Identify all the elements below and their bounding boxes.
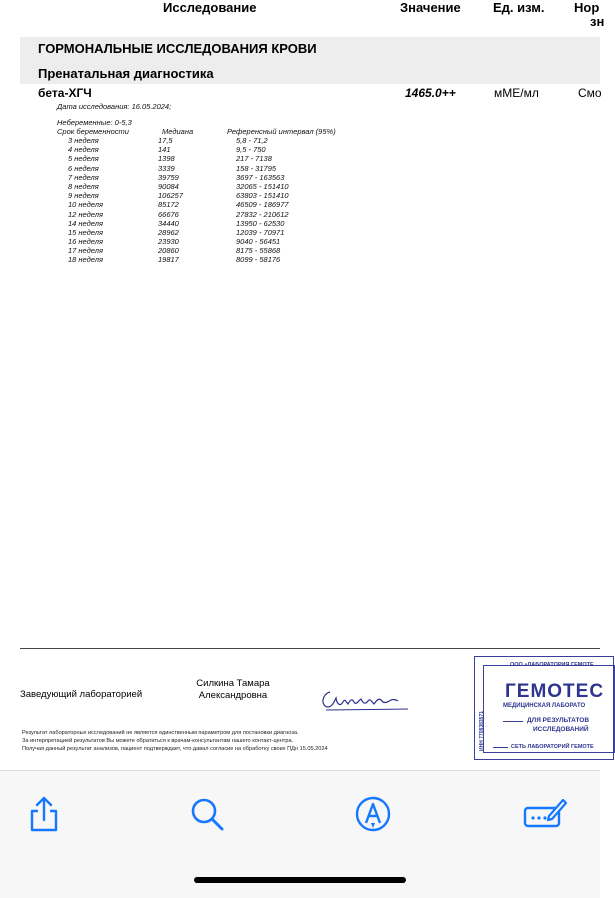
stamp-for-results-2: ИССЛЕДОВАНИЙ — [533, 726, 589, 733]
stamp-dash — [503, 721, 523, 722]
stamp-dash-bottom — [493, 747, 508, 748]
reference-interval: 8099 - 58176 — [236, 255, 281, 265]
column-header-unit: Ед. изм. — [493, 0, 545, 15]
table-header-reference: Референсный интервал (95%) — [227, 127, 336, 136]
reference-interval: 5,8 - 71,2 — [236, 136, 268, 145]
median-value: 90084 — [158, 181, 179, 191]
week-label: 3 неделя — [68, 136, 99, 145]
stamp-for-results: ДЛЯ РЕЗУЛЬТАТОВ — [527, 717, 590, 724]
reference-interval: 32065 - 151410 — [236, 181, 289, 191]
study-date: Дата исследования: 16.05.2024; — [57, 102, 172, 111]
test-value: 1465.0++ — [405, 86, 456, 100]
week-label: 17 неделя — [68, 246, 103, 256]
week-label: 10 неделя — [68, 200, 103, 210]
median-value: 3339 — [158, 163, 175, 173]
head-of-lab-label: Заведующий лабораторией — [20, 689, 143, 700]
column-header-norm-line2: зн — [590, 14, 605, 29]
column-header-norm: Нор — [574, 0, 600, 15]
disclaimer-line: За интерпретацией результатов Вы можете обратиться к врачам-консультантам нашего контакт-центра. — [22, 738, 294, 744]
reference-interval: 158 - 31795 — [236, 163, 277, 173]
table-header-term: Срок беременности — [57, 127, 129, 136]
stamp-brand: ГЕМОТЕС — [505, 681, 605, 702]
median-value: 141 — [158, 145, 171, 155]
week-label: 16 неделя — [68, 237, 103, 247]
share-icon[interactable] — [22, 792, 66, 836]
table-header-median: Медиана — [162, 127, 194, 136]
test-unit: мМЕ/мл — [494, 86, 539, 100]
median-value: 85172 — [158, 200, 179, 210]
reference-interval: 3697 - 163563 — [236, 172, 285, 182]
footer-divider — [20, 648, 600, 649]
reference-interval: 46509 - 186977 — [236, 200, 289, 210]
signature-image — [318, 680, 410, 714]
reference-interval: 12039 - 70971 — [236, 227, 285, 237]
stamp-inner-border — [483, 665, 615, 753]
section-title: ГОРМОНАЛЬНЫЕ ИССЛЕДОВАНИЯ КРОВИ — [38, 41, 317, 56]
week-label: 8 неделя — [68, 181, 99, 191]
week-label: 4 неделя — [68, 145, 99, 155]
column-header-study: Исследование — [163, 0, 257, 15]
median-value: 20860 — [158, 246, 179, 256]
home-indicator[interactable] — [194, 877, 406, 883]
week-label: 18 неделя — [68, 255, 103, 265]
section-subtitle: Пренатальная диагностика — [38, 66, 214, 81]
reference-interval: 9,5 - 750 — [236, 145, 266, 155]
signer-name: Силкина Тамара Александровна — [196, 678, 270, 701]
week-label: 12 неделя — [68, 209, 103, 219]
reference-interval: 9040 - 56451 — [236, 237, 281, 247]
week-label: 5 неделя — [68, 154, 99, 164]
disclaimer-line: Получая данный результат анализов, пациент подтверждает, что давал согласие на обработку своих ПДн 15.05.2024 — [22, 746, 328, 752]
test-reference: Смо — [578, 86, 602, 100]
search-icon[interactable] — [185, 792, 229, 836]
signature-icon[interactable] — [523, 792, 567, 836]
median-value: 23930 — [158, 237, 179, 247]
stamp-company: ООО «ЛАБОРАТОРИЯ ГЕМОТЕ — [510, 662, 594, 668]
column-header-value: Значение — [400, 0, 461, 15]
reference-interval: 217 - 7138 — [236, 154, 272, 164]
median-value: 39759 — [158, 172, 179, 182]
median-value: 106257 — [158, 191, 184, 201]
median-value: 1398 — [158, 154, 175, 164]
non-pregnant-reference: Небеременные: 0-5,3 — [57, 118, 132, 127]
median-value: 28962 — [158, 227, 179, 237]
markup-icon[interactable] — [351, 792, 395, 836]
lab-stamp — [474, 656, 614, 760]
week-label: 9 неделя — [68, 191, 99, 201]
median-value: 34440 — [158, 218, 179, 228]
reference-interval: 63803 - 151410 — [236, 191, 289, 201]
reference-interval: 27832 - 210612 — [236, 209, 289, 219]
week-label: 7 неделя — [68, 172, 99, 182]
reference-interval: 8175 - 55868 — [236, 246, 281, 256]
reference-interval: 13950 - 62530 — [236, 218, 285, 228]
stamp-inn: ИНН 7708383571 — [479, 710, 485, 751]
stamp-network: СЕТЬ ЛАБОРАТОРИЙ ГЕМОТЕ — [511, 744, 594, 750]
stamp-subtitle: МЕДИЦИНСКАЯ ЛАБОРАТО — [503, 703, 586, 709]
disclaimer-line: Результат лабораторных исследований не является единственным параметром для постановки диагноза. — [22, 730, 299, 736]
median-value: 17,5 — [158, 136, 173, 145]
median-value: 66676 — [158, 209, 179, 219]
week-label: 14 неделя — [68, 218, 103, 228]
week-label: 15 неделя — [68, 227, 103, 237]
week-label: 6 неделя — [68, 163, 99, 173]
test-name: бета-ХГЧ — [38, 86, 92, 100]
median-value: 19817 — [158, 255, 179, 265]
